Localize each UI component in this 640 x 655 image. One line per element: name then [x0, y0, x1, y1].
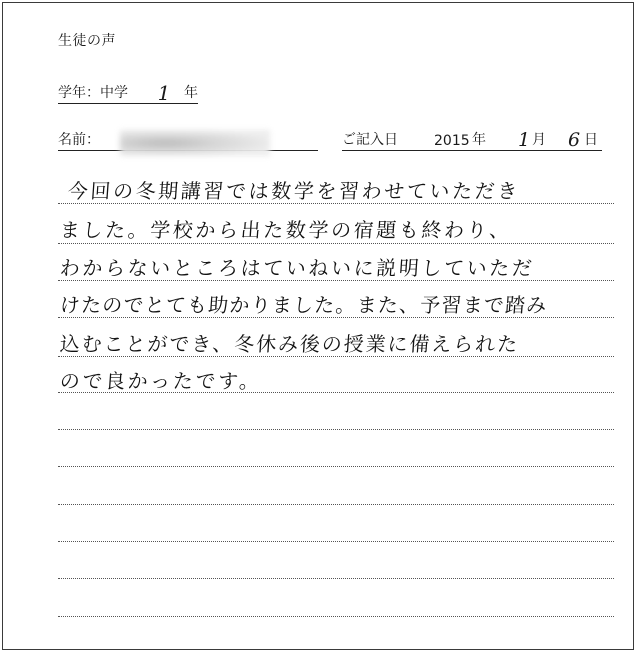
date-month-unit: 月: [532, 132, 546, 148]
date-month: 1: [518, 129, 531, 151]
ruled-line: [58, 616, 614, 617]
ruled-line: [58, 541, 614, 542]
grade-unit: 年: [184, 85, 198, 101]
comment-line-6: ので良かったです。: [59, 369, 263, 393]
date-day: 6: [568, 129, 581, 151]
grade-value: 1: [157, 81, 171, 105]
ruled-line: [58, 429, 614, 430]
date-label: ご記入日: [342, 132, 398, 148]
comment-line-2: ました。学校から出た数学の宿題も終わり、: [59, 218, 513, 242]
ruled-line: [58, 504, 614, 505]
comment-line-3: わからないところはていねいに説明していただ: [59, 256, 536, 280]
comment-line-5: 込むことができ、冬休み後の授業に備えられた: [59, 332, 520, 356]
comment-line-1: 今回の冬期講習では数学を習わせていただき: [67, 179, 521, 203]
page-title: 生徒の声: [58, 33, 116, 49]
date-day-unit: 日: [584, 132, 598, 148]
ruled-line: [58, 243, 614, 244]
date-year: 2015: [434, 133, 470, 149]
comment-line-4: けたのでとても助かりました。また、予習まで踏み: [59, 293, 549, 317]
name-label: 名前：: [58, 132, 100, 148]
ruled-line: [58, 466, 614, 467]
grade-label: 学年：中学: [58, 85, 128, 101]
date-year-unit: 年: [472, 132, 486, 148]
ruled-line: [58, 578, 614, 579]
